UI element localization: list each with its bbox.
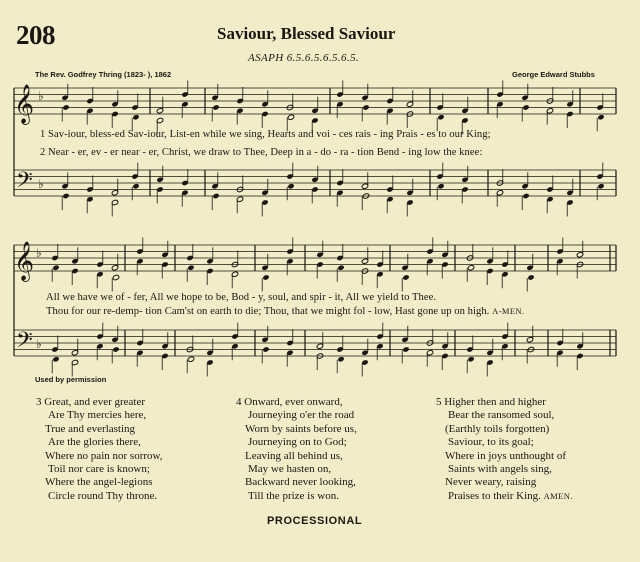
stanza-number: 4 [236,396,242,408]
stanza-4: 4 Onward, ever onward, Journeying o'er the road Worn by saints before us, Journeying on to God; Leaving all behind us, May we hasten on, Backward never looking, Till the prize is won. [236,396,357,502]
stanza-number: 5 [436,396,442,408]
lyric-line-verse-1-system-1: 1 Sav-iour, bless-ed Sav-iour, List-en while we sing, Hearts and voi - ces rais - ing Prais - es to our King; [40,129,491,140]
svg-text:𝄞: 𝄞 [14,241,35,281]
stanza-number: 3 [36,396,42,408]
lyric-line-verse-1-system-2: All we have we of - fer, All we hope to be, Bod - y, soul, and spir - it, All we yield to Thee. [46,292,437,303]
lyric-line-verse-2-system-1: 2 Near - er, ev - er near - er, Christ, we draw to Thee, Deep in a - do - ra - tion Bend - ing low the knee: [40,147,483,158]
svg-text:♭: ♭ [38,89,44,103]
permission-note: Used by permission [35,375,107,384]
hymn-title: Saviour, Blessed Saviour [217,24,396,43]
svg-text:♭: ♭ [38,177,44,191]
lyric-line-verse-2-system-2: Thou for our re-demp- tion Cam'st on earth to die; Thou, that we might fol - low, Hast gone up on high. A-MEN. [46,306,525,317]
hymn-number: 208 [16,20,55,50]
svg-text:♭: ♭ [36,337,42,351]
amen-label: A-MEN. [492,306,525,316]
tune-name-meter: ASAPH 6.5.6.5.6.5.6.5. [248,52,360,64]
svg-text:𝄢: 𝄢 [16,328,33,358]
section-footer: PROCESSIONAL [267,515,363,527]
stanza-5: 5 Higher then and higher Bear the ransomed soul, (Earthly toils forgotten) Saviour, to its goal; Where in joys unthought of Saints with angels sing, Never weary, raising Praises to their King. AMEN. [436,396,573,502]
amen-label: AMEN. [543,490,573,501]
svg-text:𝄞: 𝄞 [14,84,35,124]
lyricist-credit: The Rev. Godfrey Thring (1823- ), 1862 [35,70,172,79]
composer-credit: George Edward Stubbs [512,70,595,79]
stanza-3: 3 Great, and ever greater Are Thy mercies here, True and everlasting Are the glories there, Where no pain nor sorrow, Toil nor care is known; Where the angel-legions Circle round Thy throne. [36,396,163,502]
svg-text:𝄢: 𝄢 [16,168,33,198]
svg-text:♭: ♭ [36,246,42,260]
